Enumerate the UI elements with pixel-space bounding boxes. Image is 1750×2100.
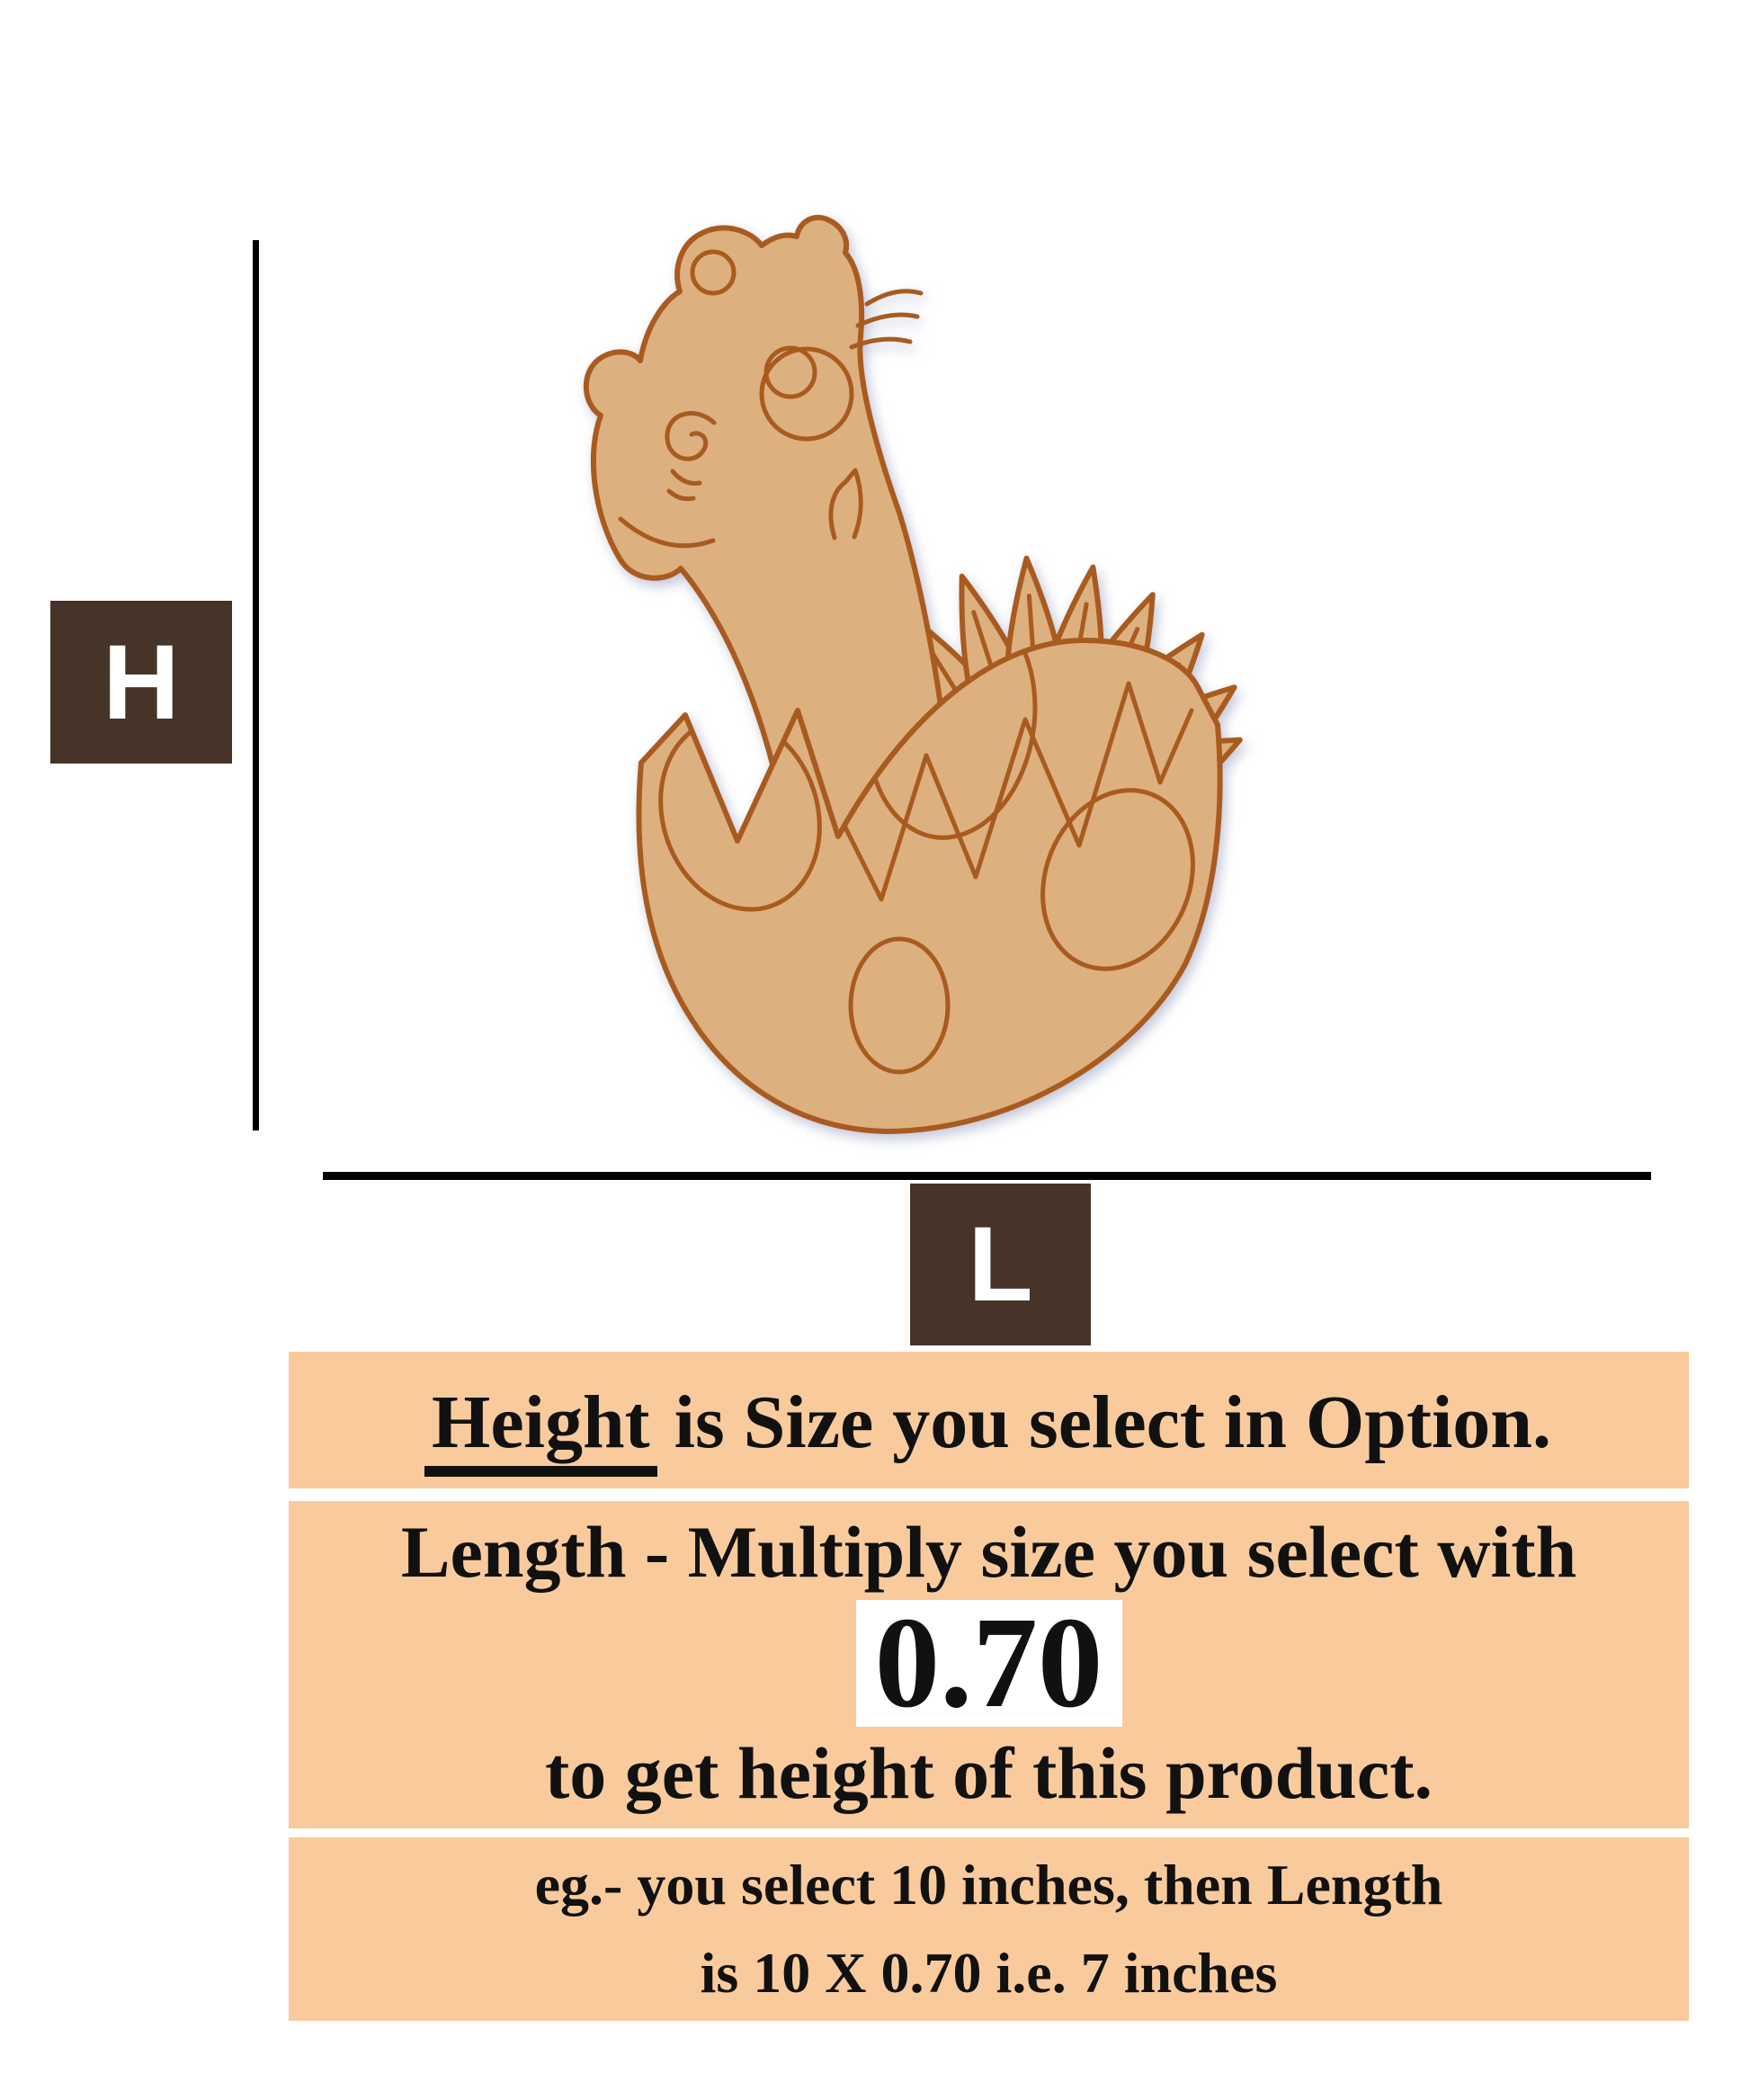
height-instruction-text: is Size you select in Option. [655,1380,1551,1464]
example-panel [289,1837,1689,2021]
example-line2: is 10 X 0.70 i.e. 7 inches [700,1941,1278,2005]
height-label-box [50,601,232,764]
length-label-box [910,1184,1091,1345]
length-dimension-line [323,1172,1651,1180]
multiplier-value: 0.70 [874,1590,1103,1735]
height-instruction-panel [289,1352,1689,1488]
height-word: Height [424,1381,657,1477]
length-label: L [968,1205,1033,1324]
dinosaur-egg-cutout-image [576,207,1268,1151]
length-instruction-line2: to get height of this product. [544,1732,1433,1814]
height-label: H [103,622,180,742]
length-instruction-line1: Length - Multiply size you select with [400,1511,1577,1593]
height-dimension-line [253,240,259,1130]
multiplier-box [856,1590,1122,1735]
example-line1: eg.- you select 10 inches, then Length [534,1853,1443,1917]
length-instruction-panel [289,1501,1689,1828]
